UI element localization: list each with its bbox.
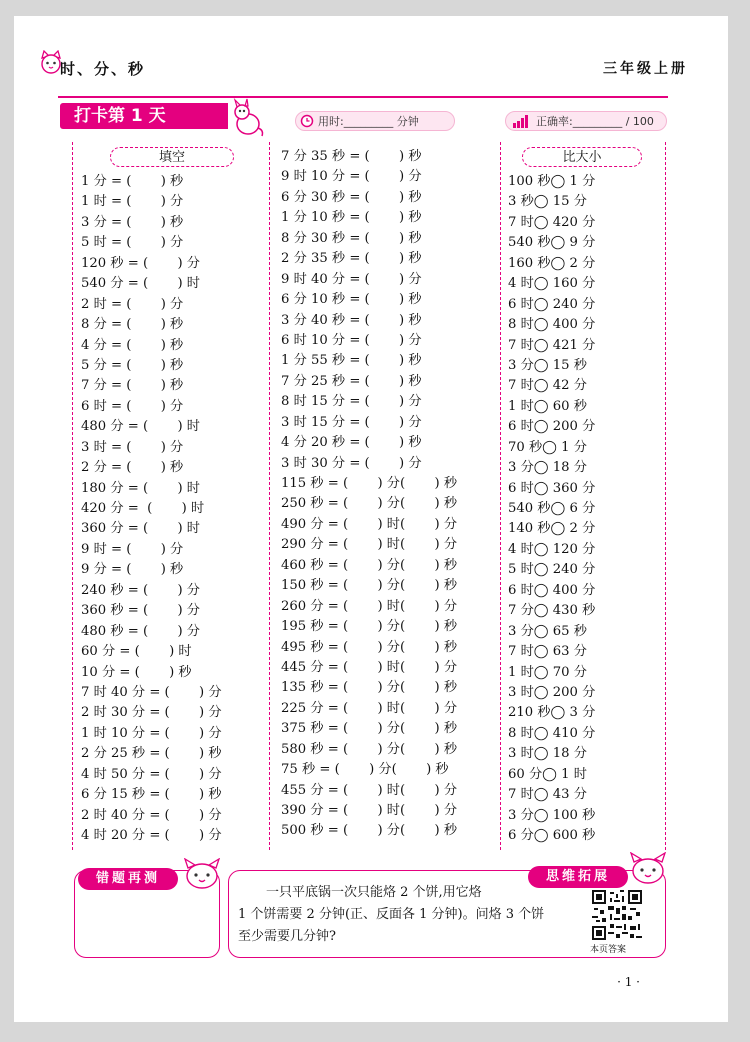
conversion-item[interactable]: 490 分 = ( ) 时( ) 分 (281, 516, 458, 532)
conversion-item[interactable]: 7 分 35 秒 = ( ) 秒 (281, 149, 422, 164)
conversion-item[interactable]: 4 分 20 秒 = ( ) 秒 (281, 435, 422, 451)
fill-in-item[interactable]: 420 分 = ( ) 时 (81, 501, 205, 516)
compare-item[interactable]: 8 时◯ 400 分 (508, 317, 596, 333)
conversion-item[interactable]: 1 分 55 秒 = ( ) 秒 (281, 353, 422, 369)
compare-item[interactable]: 160 秒◯ 2 分 (508, 255, 596, 271)
problem-line: 至少需要几分钟? (238, 929, 336, 944)
compare-item[interactable]: 1 时◯ 60 秒 (508, 398, 587, 414)
compare-item[interactable]: 4 时◯ 160 分 (508, 276, 596, 292)
time-used-field[interactable] (295, 111, 455, 131)
compare-item[interactable]: 4 时◯ 120 分 (508, 541, 596, 557)
kangaroo-mascot-icon (226, 98, 266, 138)
compare-item[interactable]: 3 分◯ 100 秒 (508, 807, 596, 823)
cat-mascot-icon (182, 858, 222, 892)
compare-item[interactable]: 100 秒◯ 1 分 (508, 174, 596, 189)
compare-item[interactable]: 3 时◯ 200 分 (508, 684, 596, 700)
problem-line: 1 个饼需要 2 分钟(正、反面各 1 分钟)。问烙 3 个饼 (238, 907, 545, 922)
compare-item[interactable]: 140 秒◯ 2 分 (508, 521, 596, 537)
fill-in-item[interactable]: 5 分 = ( ) 秒 (81, 357, 184, 373)
compare-item[interactable]: 6 分◯ 600 秒 (508, 828, 596, 843)
chapter-title: 时、分、秒 (60, 60, 146, 78)
compare-item[interactable]: 7 时◯ 421 分 (508, 337, 596, 353)
fill-in-item[interactable]: 7 时 40 分 = ( ) 分 (81, 684, 222, 700)
fill-in-item[interactable]: 2 时 30 分 = ( ) 分 (81, 705, 222, 721)
compare-item[interactable]: 7 时◯ 63 分 (508, 644, 587, 660)
conversion-item[interactable]: 8 时 15 分 = ( ) 分 (281, 394, 422, 410)
qr-code-icon[interactable] (592, 890, 642, 940)
extension-tag: 思维拓展 (528, 866, 628, 888)
fill-in-item[interactable]: 4 时 20 分 = ( ) 分 (81, 828, 222, 843)
cat-mascot-icon (628, 852, 668, 888)
fill-in-item[interactable]: 180 分 = ( ) 时 (81, 480, 200, 496)
compare-item[interactable]: 3 分◯ 18 分 (508, 460, 587, 476)
accuracy-total: / 100 (625, 115, 654, 128)
conversion-item[interactable]: 3 分 40 秒 = ( ) 秒 (281, 312, 422, 328)
conversion-item[interactable]: 6 时 10 分 = ( ) 分 (281, 332, 422, 348)
fill-in-item[interactable]: 360 秒 = ( ) 分 (81, 603, 200, 619)
compare-item[interactable]: 7 时◯ 420 分 (508, 214, 596, 230)
fill-in-item[interactable]: 120 秒 = ( ) 分 (81, 255, 200, 271)
conversion-item[interactable]: 2 分 35 秒 = ( ) 秒 (281, 251, 422, 267)
compare-item[interactable]: 70 秒◯ 1 分 (508, 439, 587, 455)
fill-in-item[interactable]: 10 分 = ( ) 秒 (81, 664, 192, 680)
time-used-blank: _________ (343, 115, 394, 128)
page-number: · 1 · (617, 975, 640, 989)
conversion-item[interactable]: 9 时 10 分 = ( ) 分 (281, 169, 422, 185)
compare-item[interactable]: 60 分◯ 1 时 (508, 766, 587, 782)
compare-item[interactable]: 5 时◯ 240 分 (508, 562, 596, 578)
conversion-item[interactable]: 8 分 30 秒 = ( ) 秒 (281, 230, 422, 246)
fill-in-item[interactable]: 5 时 = ( ) 分 (81, 235, 184, 251)
conversion-item[interactable]: 445 分 = ( ) 时( ) 分 (281, 659, 458, 675)
fill-in-item[interactable]: 2 时 = ( ) 分 (81, 296, 184, 312)
conversion-item[interactable]: 6 分 10 秒 = ( ) 秒 (281, 292, 422, 308)
conversion-item[interactable]: 375 秒 = ( ) 分( ) 秒 (281, 721, 458, 737)
conversion-item[interactable]: 7 分 25 秒 = ( ) 秒 (281, 373, 422, 389)
compare-list (508, 172, 595, 846)
compare-item[interactable]: 6 时◯ 400 分 (508, 582, 596, 598)
conversion-item[interactable]: 225 分 = ( ) 时( ) 分 (281, 700, 458, 716)
conversion-item[interactable]: 150 秒 = ( ) 分( ) 秒 (281, 578, 458, 594)
conversion-item[interactable]: 580 秒 = ( ) 分( ) 秒 (281, 741, 458, 757)
compare-item[interactable]: 540 秒◯ 9 分 (508, 235, 596, 251)
fill-in-item[interactable]: 2 时 40 分 = ( ) 分 (81, 807, 222, 823)
fill-in-item[interactable]: 1 时 = ( ) 分 (81, 194, 184, 210)
conversion-item[interactable]: 1 分 10 秒 = ( ) 秒 (281, 210, 422, 226)
fill-in-item[interactable]: 3 分 = ( ) 秒 (81, 214, 184, 230)
retest-tag: 错题再测 (78, 868, 178, 890)
fill-in-item[interactable]: 240 秒 = ( ) 分 (81, 582, 200, 598)
fill-in-item[interactable]: 8 分 = ( ) 秒 (81, 317, 184, 333)
fill-in-item[interactable]: 4 时 50 分 = ( ) 分 (81, 766, 222, 782)
fill-in-item[interactable]: 3 时 = ( ) 分 (81, 439, 184, 455)
fill-in-item[interactable]: 9 分 = ( ) 秒 (81, 562, 184, 578)
fill-in-list (81, 172, 222, 846)
qr-caption: 本页答案 (590, 945, 627, 955)
day-banner: 打卡第 1 天 (60, 103, 228, 129)
compare-item[interactable]: 3 分◯ 65 秒 (508, 623, 587, 639)
conversion-item[interactable]: 290 分 = ( ) 时( ) 分 (281, 537, 458, 553)
conversion-item[interactable]: 250 秒 = ( ) 分( ) 秒 (281, 496, 458, 512)
compare-item[interactable]: 7 时◯ 43 分 (508, 787, 587, 803)
fill-in-item[interactable]: 4 分 = ( ) 秒 (81, 337, 184, 353)
compare-item[interactable]: 7 分◯ 430 秒 (508, 603, 596, 619)
conversion-item[interactable]: 135 秒 = ( ) 分( ) 秒 (281, 680, 458, 696)
conversion-list (281, 147, 457, 842)
fill-in-item[interactable]: 480 分 = ( ) 时 (81, 419, 200, 435)
conversion-item[interactable]: 500 秒 = ( ) 分( ) 秒 (281, 823, 458, 839)
conversion-item[interactable]: 75 秒 = ( ) 分( ) 秒 (281, 762, 449, 778)
conversion-item[interactable]: 3 时 30 分 = ( ) 分 (281, 455, 422, 471)
fill-in-item[interactable]: 360 分 = ( ) 时 (81, 521, 200, 537)
extension-problem (238, 882, 578, 948)
fill-in-item[interactable]: 2 分 25 秒 = ( ) 秒 (81, 746, 222, 762)
compare-item[interactable]: 6 时◯ 360 分 (508, 480, 596, 496)
grade-label: 三年级上册 (603, 61, 688, 77)
compare-item[interactable]: 1 时◯ 70 分 (508, 664, 587, 680)
conversion-item[interactable]: 390 分 = ( ) 时( ) 分 (281, 803, 458, 818)
conversion-item[interactable]: 3 时 15 分 = ( ) 分 (281, 414, 422, 430)
bar-chart-icon (512, 114, 530, 128)
compare-section-label: 比大小 (522, 147, 642, 167)
fill-in-item[interactable]: 9 时 = ( ) 分 (81, 541, 184, 557)
accuracy-label: 正确率: (536, 115, 573, 128)
compare-item[interactable]: 3 秒◯ 15 分 (508, 194, 587, 210)
compare-item[interactable]: 7 时◯ 42 分 (508, 378, 587, 394)
fill-in-item[interactable]: 2 分 = ( ) 秒 (81, 460, 184, 476)
conversion-item[interactable]: 115 秒 = ( ) 分( ) 秒 (281, 476, 458, 491)
conversion-item[interactable]: 495 秒 = ( ) 分( ) 秒 (281, 639, 458, 655)
conversion-item[interactable]: 455 分 = ( ) 时( ) 分 (281, 782, 458, 798)
fill-in-item[interactable]: 1 时 10 分 = ( ) 分 (81, 725, 222, 741)
time-used-label: 用时: (318, 115, 344, 128)
fill-in-item[interactable]: 60 分 = ( ) 时 (81, 644, 192, 660)
fill-in-item[interactable]: 6 时 = ( ) 分 (81, 398, 184, 414)
compare-item[interactable]: 3 分◯ 15 秒 (508, 357, 587, 373)
compare-item[interactable]: 3 时◯ 18 分 (508, 746, 587, 762)
clock-icon (300, 114, 314, 128)
conversion-item[interactable]: 195 秒 = ( ) 分( ) 秒 (281, 619, 458, 635)
header-divider (58, 96, 668, 98)
fill-in-item[interactable]: 7 分 = ( ) 秒 (81, 378, 184, 394)
accuracy-blank: _________ (572, 115, 623, 128)
problem-line: 一只平底锅一次只能烙 2 个饼,用它烙 (266, 885, 482, 900)
fill-in-item[interactable]: 6 分 15 秒 = ( ) 秒 (81, 787, 222, 803)
compare-item[interactable]: 540 秒◯ 6 分 (508, 501, 596, 516)
compare-item[interactable]: 210 秒◯ 3 分 (508, 705, 596, 721)
fill-in-item[interactable]: 540 分 = ( ) 时 (81, 276, 200, 292)
conversion-item[interactable]: 9 时 40 分 = ( ) 分 (281, 271, 422, 287)
compare-item[interactable]: 8 时◯ 410 分 (508, 725, 596, 741)
fill-in-item[interactable]: 1 分 = ( ) 秒 (81, 174, 184, 189)
compare-item[interactable]: 6 时◯ 200 分 (508, 419, 596, 435)
compare-item[interactable]: 6 时◯ 240 分 (508, 296, 596, 312)
time-used-unit: 分钟 (396, 115, 419, 128)
fill-in-section-label: 填空 (110, 147, 234, 167)
conversion-item[interactable]: 460 秒 = ( ) 分( ) 秒 (281, 557, 458, 573)
fill-in-item[interactable]: 480 秒 = ( ) 分 (81, 623, 200, 639)
conversion-item[interactable]: 260 分 = ( ) 时( ) 分 (281, 598, 458, 614)
conversion-item[interactable]: 6 分 30 秒 = ( ) 秒 (281, 189, 422, 205)
